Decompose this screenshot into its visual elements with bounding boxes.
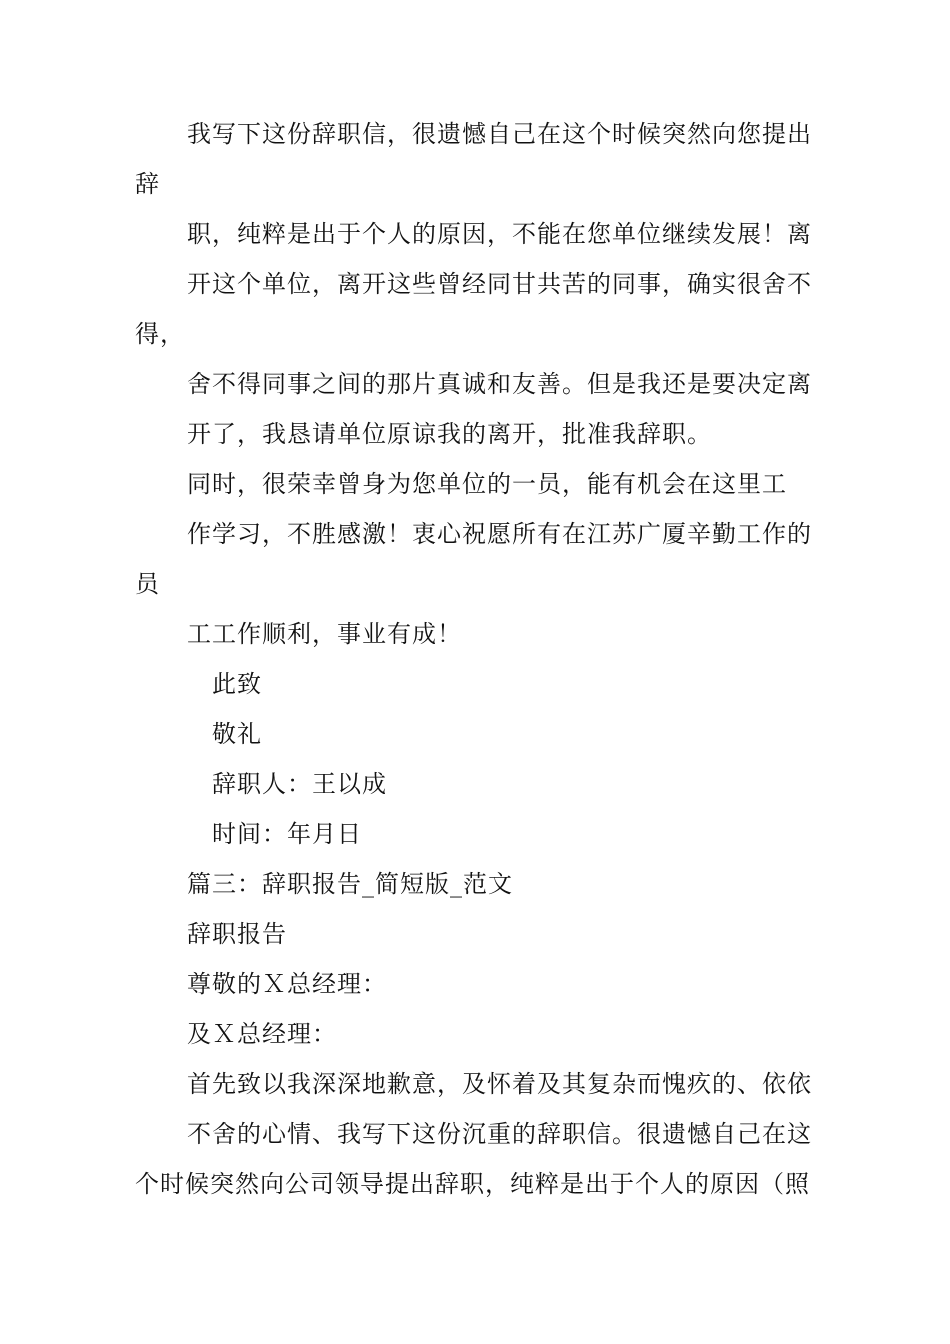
closing-regards: 敬礼 — [212, 720, 262, 748]
date-line: 时间：年月日 — [212, 820, 362, 848]
text-line: 开这个单位，离开这些曾经同甘共苦的同事，确实很舍不 — [187, 270, 812, 298]
report-title: 辞职报告 — [187, 920, 287, 948]
text-line: 开了，我恳请单位原谅我的离开，批准我辞职。 — [187, 420, 712, 448]
text-line: 辞 — [135, 170, 160, 198]
text-line: 员 — [135, 570, 160, 598]
text-line: 个时候突然向公司领导提出辞职，纯粹是出于个人的原因（照 — [135, 1170, 810, 1198]
text-line: 我写下这份辞职信，很遗憾自己在这个时候突然向您提出 — [187, 120, 812, 148]
addressee-line: 及Ｘ总经理： — [187, 1020, 337, 1048]
closing-salutation: 此致 — [212, 670, 262, 698]
text-line: 同时，很荣幸曾身为您单位的一员，能有机会在这里工 — [187, 470, 787, 498]
text-line: 得， — [135, 320, 185, 348]
signature-line: 辞职人：王以成 — [212, 770, 387, 798]
text-line: 不舍的心情、我写下这份沉重的辞职信。很遗憾自己在这 — [187, 1120, 812, 1148]
text-line: 首先致以我深深地歉意，及怀着及其复杂而愧疚的、依依 — [187, 1070, 812, 1098]
text-line: 作学习，不胜感激！衷心祝愿所有在江苏广厦辛勤工作的 — [187, 520, 812, 548]
section-heading: 篇三：辞职报告_简短版_范文 — [187, 870, 513, 898]
addressee-line: 尊敬的Ｘ总经理： — [187, 970, 387, 998]
text-line: 舍不得同事之间的那片真诚和友善。但是我还是要决定离 — [187, 370, 812, 398]
text-line: 职，纯粹是出于个人的原因，不能在您单位继续发展！离 — [187, 220, 812, 248]
text-line: 工工作顺利，事业有成！ — [187, 620, 462, 648]
